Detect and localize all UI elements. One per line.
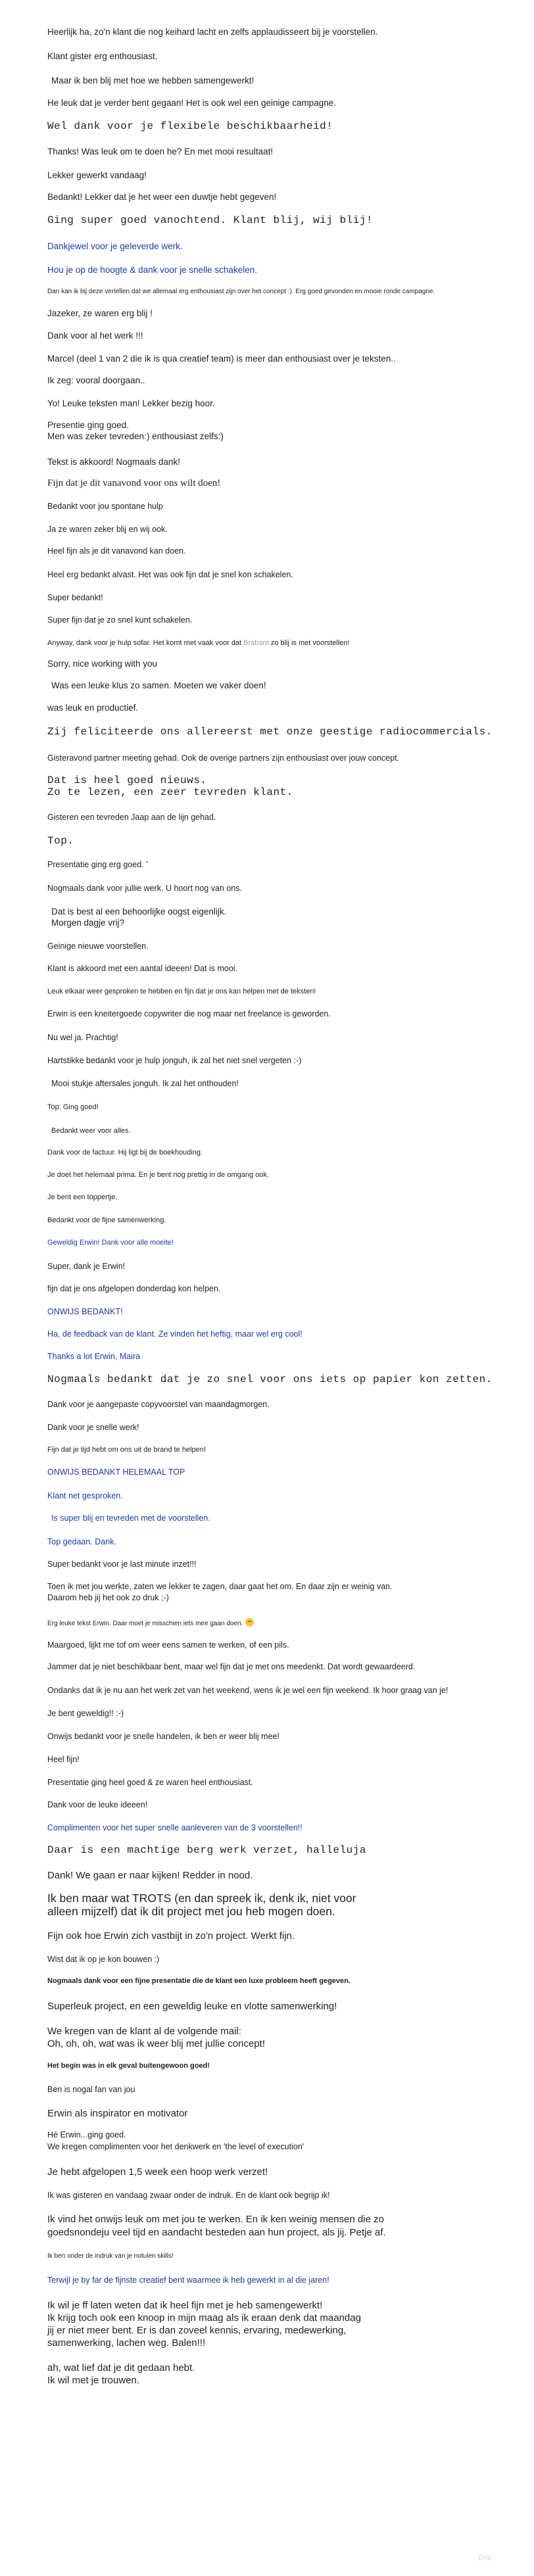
testimonial-quote	[47, 1445, 508, 1454]
testimonial-quote	[47, 431, 508, 442]
quote-text: Morgen dagje vrij?	[51, 918, 125, 928]
testimonial-quote	[47, 2190, 508, 2201]
testimonial-quote	[47, 1537, 508, 1548]
quote-text: Bedankt weer voor alles.	[51, 1127, 131, 1135]
quote-text: Je doet het helemaal prima. En je bent nog prettig in de omgang ook.	[47, 1171, 269, 1179]
quote-text: Sorry, nice working with you	[47, 659, 158, 669]
quote-text: alleen mijzelf) dat ik dit project met jou heb mogen doen.	[47, 1905, 335, 1918]
testimonial-quote	[47, 1559, 508, 1570]
testimonial-quote	[47, 1823, 508, 1834]
testimonial-quote	[47, 1306, 508, 1318]
testimonial-quote	[47, 170, 508, 181]
testimonial-quote	[47, 330, 508, 341]
testimonial-quote	[51, 917, 512, 928]
quote-text: Super bedankt!	[47, 593, 103, 602]
quote-text: Dat is best al een behoorlijke oogst eigenlijk.	[51, 907, 227, 917]
quote-text: Gisteravond partner meeting gehad. Ook de overige partners zijn enthousiast over jouw concept.	[47, 753, 400, 763]
quote-text: Klant is akkoord met een aantal ideeen! Dat is mooi.	[47, 964, 238, 973]
testimonial-quote	[47, 2107, 508, 2120]
quote-text: Nogmaals bedankt dat je zo snel voor ons iets op papier kon zetten.	[47, 1373, 493, 1385]
testimonial-quote	[47, 2166, 508, 2178]
testimonial-quote	[47, 2061, 508, 2070]
quote-text: Nogmaals dank voor jullie werk. U hoort nog van ons.	[47, 884, 242, 893]
quote-text: Nu wel ja. Prachtig!	[47, 1033, 118, 1042]
quote-text: Dank! We gaan er naar kijken! Redder in nood.	[47, 1870, 253, 1881]
quote-text: We kregen complimenten voor het denkwerk en 'the level of execution'	[47, 2142, 304, 2151]
quote-text: Ondanks dat ik je nu aan het werk zet van het weekend, wens ik je wel een fijn weekend. Ik hoor graag van je!	[47, 1686, 449, 1695]
testimonial-quote	[47, 1261, 508, 1272]
testimonial-quote	[47, 51, 508, 62]
testimonial-quote	[47, 726, 508, 738]
quote-text: We kregen van de klant al de volgende mail:	[47, 2026, 241, 2037]
quote-text: He leuk dat je verder bent gegaan! Het is ook wel een geinige campagne.	[47, 98, 337, 108]
testimonial-quote	[47, 191, 508, 203]
quote-text: Ik ben maar wat TROTS (en dan spreek ik, denk ik, niet voor	[47, 1892, 356, 1905]
testimonial-quote	[47, 1685, 508, 1696]
quote-text: ah, wat lief dat je dit gedaan hebt.	[47, 2362, 195, 2373]
testimonial-quote	[51, 75, 512, 86]
quote-text: Toen ik met jou werkte, zaten we lekker te zagen, daar gaat het om. En daar zijn er weinig van.	[47, 1582, 393, 1591]
quote-text: Presentatie ging erg goed. '	[47, 860, 148, 869]
testimonial-quote	[51, 1513, 512, 1524]
testimonial-quote	[47, 1892, 508, 1905]
quote-text: Geinige nieuwe voorstellen.	[47, 942, 149, 951]
quote-text: Top.	[47, 835, 74, 847]
quote-text: Thanks a lot Erwin, Maira	[47, 1352, 141, 1361]
quote-text: Maargoed, lijkt me tof om weer eens samen te werken, of een pils.	[47, 1640, 289, 1650]
quote-text: Fijn dat je dit vanavond voor ons wilt doen!	[47, 478, 221, 489]
quote-text: Tekst is akkoord! Nogmaals dank!	[47, 457, 180, 467]
quote-text: Marcel (deel 1 van 2 die ik is qua creatief team) is meer dan enthousiast over je teksten..	[47, 354, 396, 364]
quote-text: Ja ze waren zeker blij en wij ook.	[47, 525, 168, 534]
testimonial-quote	[47, 1373, 508, 1386]
testimonial-quote	[47, 1491, 508, 1502]
quote-text: samenwerking, lachen weg. Balen!!!	[47, 2337, 206, 2349]
quote-text: zo blij is met voorstellen!	[268, 639, 350, 647]
quote-text: Complimenten voor het super snelle aanleveren van de 3 voorstellen!!	[47, 1823, 303, 1832]
testimonial-quote	[47, 1976, 508, 1986]
quote-text: Je bent een toppertje.	[47, 1193, 118, 1201]
quote-text: Jazeker, ze waren erg blij !	[47, 308, 153, 318]
testimonial-quote	[47, 2130, 508, 2141]
testimonial-quote	[47, 241, 508, 252]
testimonial-quote	[47, 1640, 508, 1651]
testimonial-quote	[47, 775, 508, 787]
testimonial-quote	[47, 398, 508, 409]
testimonial-quote	[47, 2362, 508, 2374]
testimonial-quote	[47, 812, 508, 823]
testimonial-quote	[47, 1954, 508, 1965]
quote-text: Ik krijg toch ook een knoop in mijn maag als ik eraan denk dat maandag	[47, 2312, 361, 2324]
testimonial-quote	[47, 2337, 508, 2349]
quote-text: Ik wil met je trouwen.	[47, 2375, 140, 2386]
testimonial-quote	[47, 1216, 508, 1225]
quote-text: Dank voor de leuke ideeen!	[47, 1800, 148, 1809]
quote-text: Hartstikke bedankt voor je hulp jonguh, ik zal het niet snel vergeten :-)	[47, 1056, 302, 1065]
testimonial-quote	[47, 2299, 508, 2312]
quote-text: Dank voor je aangepaste copyvoorstel van maandagmorgen.	[47, 1400, 270, 1409]
testimonial-quote	[47, 26, 508, 37]
testimonial-quote	[47, 1170, 508, 1180]
testimonial-quote	[47, 638, 508, 648]
quote-text: Klant gister erg enthousiast.	[47, 51, 158, 61]
quote-text: Ik was gisteren en vandaag zwaar onder de indruk. En de klant ook begrijp ik!	[47, 2191, 330, 2200]
quote-text: Ben is nogal fan van jou	[47, 2085, 135, 2094]
quote-text: Dank voor je snelle werk!	[47, 1423, 139, 1432]
quote-text: Dank voor al het werk !!!	[47, 331, 143, 341]
testimonial-quote	[47, 546, 508, 557]
testimonial-quote	[47, 859, 508, 871]
testimonial-quote	[47, 569, 508, 581]
testimonial-quote	[47, 264, 508, 275]
quote-text: Lekker gewerkt vandaag!	[47, 170, 147, 180]
quote-text: Yo! Leuke teksten man! Lekker bezig hoor.	[47, 398, 215, 408]
quote-text: Hé Erwin...ging goed.	[47, 2130, 126, 2139]
quote-text: Zo te lezen, een zeer tevreden klant.	[47, 786, 293, 798]
quote-text: Top. Ging goed!	[47, 1103, 99, 1111]
testimonial-quote	[47, 702, 508, 713]
quote-text: Ha, de feedback van de klant. Ze vinden het heftig, maar wel erg cool!	[47, 1329, 303, 1339]
quote-text: was leuk en productief.	[47, 703, 139, 713]
testimonial-quote	[47, 1905, 508, 1919]
quote-text: Fijn dat je tijd hebt om ons uit de brand te helpen!	[47, 1446, 206, 1454]
quote-text: Je hebt afgelopen 1,5 week een hoop werk verzet!	[47, 2166, 268, 2178]
testimonial-quote	[47, 1844, 508, 1857]
testimonial-quote	[47, 1009, 508, 1020]
testimonial-quote	[47, 353, 508, 364]
quote-text: Ik ben onder de indruk van je notulen skills!	[47, 2253, 174, 2260]
quote-text: Klant net gesproken.	[47, 1491, 123, 1500]
quote-text: Dan kan ik bij deze vertellen dat we allemaal erg enthousiast zijn over het concept :). Erg goed gevonden en mooie ronde campagne.	[47, 288, 435, 295]
testimonial-quote	[47, 1800, 508, 1811]
quote-text: Is super blij en tevreden met de voorstellen.	[51, 1514, 210, 1523]
testimonial-quote	[47, 963, 508, 974]
testimonial-quote	[47, 214, 508, 227]
quote-text: Oh, oh, oh, wat was ik weer blij met jullie concept!	[47, 2038, 265, 2049]
testimonial-quote	[47, 1055, 508, 1066]
testimonial-quote	[47, 1754, 508, 1765]
testimonial-quote	[51, 680, 512, 691]
testimonial-quote	[47, 1032, 508, 1043]
testimonial-quote	[47, 287, 508, 296]
testimonial-quote	[47, 1581, 508, 1592]
testimonial-quote	[47, 1351, 508, 1362]
testimonial-quote	[47, 987, 508, 996]
testimonial-quote	[47, 2312, 508, 2324]
quote-text: Heel erg bedankt alvast. Het was ook fijn dat je snel kon schakelen.	[47, 570, 293, 579]
testimonial-quote	[47, 2141, 508, 2153]
testimonial-quote	[47, 1618, 508, 1628]
quote-text: Men was zeker tevreden:) enthousiast zelfs:)	[47, 431, 224, 441]
testimonial-quote	[47, 2252, 508, 2260]
footer-watermark: Erik	[478, 2554, 492, 2562]
testimonial-quote	[47, 2025, 508, 2038]
quote-text: Je bent geweldig!! :-)	[47, 1709, 124, 1718]
quote-text: Nogmaals dank voor een fijne presentatie die de klant een luxe probleem heeft gegeven.	[47, 1977, 351, 1985]
quote-text: fijn dat je ons afgelopen donderdag kon helpen.	[47, 1284, 221, 1293]
testimonial-quote	[47, 1731, 508, 1742]
quote-text: Gisteren een tevreden Jaap aan de lijn gehad.	[47, 813, 216, 822]
testimonial-quote	[51, 1078, 512, 1089]
testimonial-quote	[47, 1238, 508, 1247]
quote-text: Daarom heb jij het ook zo druk ;-)	[47, 1593, 169, 1602]
quote-text: Hou je op de hoogte & dank voor je snelle schakelen.	[47, 265, 257, 275]
testimonial-quote	[47, 2084, 508, 2095]
testimonial-quote	[47, 1592, 508, 1604]
quote-text: Zij feliciteerde ons allereerst met onze geestige radiocommercials.	[47, 726, 493, 738]
smiley-emoji-icon	[245, 1618, 254, 1627]
quote-text: jij er niet meer bent. Er is dan zoveel kennis, ervaring, medewerking,	[47, 2325, 347, 2336]
testimonial-quote	[47, 308, 508, 319]
testimonial-quote	[47, 1399, 508, 1410]
testimonial-quote	[47, 2226, 508, 2239]
quote-text: Superleuk project, en een geweldig leuke en vlotte samenwerking!	[47, 2001, 337, 2012]
testimonial-quote	[47, 2038, 508, 2050]
testimonial-quote	[47, 753, 508, 764]
testimonial-quote	[47, 1148, 508, 1157]
quote-text: Wist dat ik op je kon bouwen :)	[47, 1955, 160, 1964]
quote-text: Heel fijn als je dit vanavond kan doen.	[47, 546, 186, 556]
testimonial-quote	[51, 1126, 512, 1135]
quote-text: Anyway, dank voor je hulp sofar. Het komt met vaak voor dat	[47, 639, 244, 647]
testimonial-quote	[47, 1103, 508, 1112]
testimonial-quote	[47, 1422, 508, 1433]
testimonial-quote	[47, 1930, 508, 1942]
quote-text: Ik zeg: vooral doorgaan..	[47, 375, 145, 385]
testimonial-quote	[47, 941, 508, 952]
testimonial-quote	[47, 120, 508, 133]
quote-text: Ging super goed vanochtend. Klant blij, wij blij!	[47, 214, 373, 226]
quote-text: Wel dank voor je flexibele beschikbaarheid!	[47, 120, 333, 132]
quote-text: Top gedaan. Dank.	[47, 1537, 116, 1546]
quote-text: Bedankt voor de fijne samenwerking.	[47, 1216, 166, 1224]
redacted-name: Brabant	[243, 639, 269, 647]
quote-text: Mooi stukje aftersales jonguh. Ik zal het onthouden!	[51, 1079, 239, 1088]
quote-text: Fijn ook hoe Erwin zich vastbijt in zo'n project. Werkt fijn.	[47, 1930, 295, 1942]
testimonial-quote	[47, 1777, 508, 1788]
testimonial-quote	[47, 835, 508, 847]
testimonial-quote	[47, 786, 508, 799]
testimonial-quote	[47, 97, 508, 108]
quote-text: Presentatie ging heel goed & ze waren heel enthousiast.	[47, 1778, 253, 1787]
quote-text: Dank voor de factuur. Hij ligt bij de boekhouding.	[47, 1149, 203, 1157]
quote-text: Erwin als inspirator en motivator	[47, 2108, 188, 2119]
testimonial-quote	[47, 1869, 508, 1882]
testimonial-quote	[47, 658, 508, 669]
quote-text: Thanks! Was leuk om te doen he? En met mooi resultaat!	[47, 147, 274, 156]
quote-text: Bedankt! Lekker dat je het weer een duwtje hebt gegeven!	[47, 192, 277, 202]
testimonial-quote	[47, 592, 508, 604]
testimonial-quote	[47, 883, 508, 894]
testimonial-quote	[47, 419, 508, 431]
quote-text: Ik wil je ff laten weten dat ik heel fijn met je heb samengewerkt!	[47, 2300, 323, 2311]
quote-text: Dat is heel goed nieuws.	[47, 775, 207, 786]
testimonial-quote	[47, 375, 508, 386]
quote-text: Erwin is een kneitergoede copywriter die nog maar net freelance is geworden.	[47, 1009, 331, 1018]
testimonial-quote	[47, 2213, 508, 2226]
quote-text: Heel fijn!	[47, 1755, 80, 1764]
quote-text: Super, dank je Erwin!	[47, 1262, 126, 1271]
testimonial-quote	[47, 1708, 508, 1719]
testimonial-quote	[47, 2275, 508, 2286]
quote-text: Was een leuke klus zo samen. Moeten we vaker doen!	[51, 680, 266, 690]
quote-text: Ik vind het onwijs leuk om met jou te werken. En ik ken weinig mensen die zo	[47, 2214, 384, 2225]
testimonial-quote	[47, 1661, 508, 1673]
testimonial-quote	[47, 146, 508, 157]
quote-text: ONWIJS BEDANKT!	[47, 1307, 123, 1316]
quote-text: goedsnondeju veel tijd en aandacht besteden aan hun project, als jij. Petje af.	[47, 2227, 386, 2238]
quote-text: Erg leuke tekst Erwin. Daar moet je misschien iets mee gaan doen.	[47, 1620, 243, 1627]
testimonial-quote	[47, 1193, 508, 1202]
testimonial-quote	[47, 615, 508, 626]
quote-text: Terwijl je by far de fijnste creatief bent waarmee ik heb gewerkt in al die jaren!	[47, 2276, 329, 2285]
testimonial-quote	[47, 456, 508, 467]
quote-text: Leuk elkaar weer gesproken te hebben en fijn dat je ons kan helpen met de teksten!	[47, 988, 316, 995]
testimonial-quote	[47, 2374, 508, 2387]
testimonial-quote	[47, 524, 508, 535]
quote-text: Super fijn dat je zo snel kunt schakelen.	[47, 615, 193, 625]
testimonial-quote	[47, 1283, 508, 1295]
quote-text: Super bedankt voor je last minute inzet!!!	[47, 1560, 197, 1569]
quote-text: Het begin was in elk geval buitengewoon goed!	[47, 2062, 210, 2070]
quote-text: ONWIJS BEDANKT HELEMAAL TOP	[47, 1467, 185, 1477]
testimonial-quote	[47, 2324, 508, 2337]
testimonial-quote	[47, 478, 508, 489]
quote-text: Geweldig Erwin! Dank voor alle moeite!	[47, 1239, 174, 1247]
testimonial-quote	[47, 501, 508, 512]
quote-text: Daar is een machtige berg werk verzet, halleluja	[47, 1844, 366, 1856]
quote-text: Jammer dat je niet beschikbaar bent, maar wel fijn dat je met ons meedenkt. Dat wordt gewaardeerd.	[47, 1662, 416, 1671]
quote-text: Onwijs bedankt voor je snelle handelen, ik ben er weer blij mee!	[47, 1732, 279, 1741]
testimonial-quote	[51, 906, 512, 917]
quote-text: Bedankt voor jou spontane hulp	[47, 502, 163, 511]
quote-text: Presentie ging goed.	[47, 420, 129, 430]
testimonial-quote	[47, 1467, 508, 1478]
quote-text: Maar ik ben blij met hoe we hebben samengewerkt!	[51, 76, 255, 85]
quote-text: Dankjewel voor je geleverde werk.	[47, 241, 183, 251]
quote-text: Heerlijk ha, zo'n klant die nog keihard lacht en zelfs applaudisseert bij je voorstellen.	[47, 27, 378, 37]
testimonial-quote	[47, 1329, 508, 1340]
testimonial-quote	[47, 2000, 508, 2013]
